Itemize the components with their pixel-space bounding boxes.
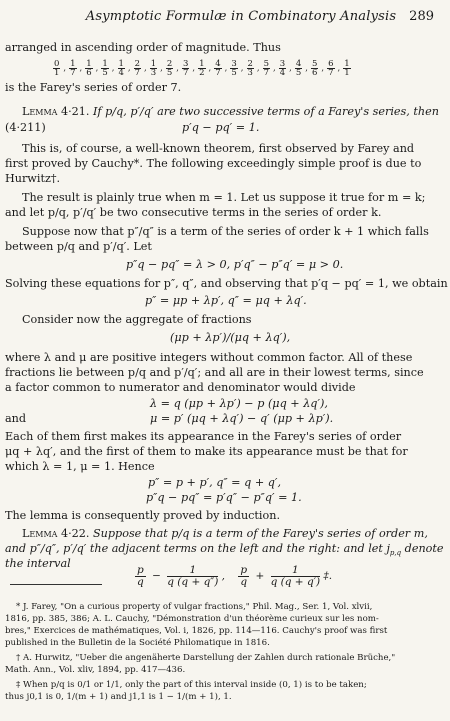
equation-aggregate: (μp + λp′)/(μq + λq′), — [170, 331, 291, 344]
farey-fraction — [247, 60, 254, 77]
equation-mu-divides: μ = p′ (μq + λq′) − q′ (μp + λp′). — [150, 412, 334, 425]
fraction-denominator: 3 — [247, 68, 253, 78]
footnote-3-line2: thus j0,1 is 0, 1/(m + 1) and j1,1 is 1 − 1/(m + 1), 1. — [5, 692, 232, 702]
para5: Consider now the aggregate of fractions — [22, 313, 252, 326]
para6-line3: a factor common to numerator and denominator would divide — [5, 381, 356, 394]
equation-solution: p″ = μp + λp′, q″ = μq + λq′. — [145, 294, 307, 307]
farey-fraction — [118, 60, 125, 77]
lemma-422-line3: the interval — [5, 557, 71, 570]
footnote-1-line4: published in the Bulletin de la Société Philomatique in 1816. — [5, 638, 270, 648]
fraction-numerator: 4 — [215, 59, 221, 69]
fraction-separator: , — [240, 63, 244, 74]
fraction-separator: , — [63, 63, 67, 74]
farey-fraction — [327, 60, 334, 77]
para7-line3: which λ = 1, μ = 1. Hence — [5, 460, 155, 473]
fraction-numerator: 3 — [183, 59, 189, 69]
lemma-421-number: (4·211) — [5, 121, 46, 134]
farey-fraction — [150, 60, 157, 77]
intro-line: arranged in ascending order of magnitude. Thus — [5, 41, 281, 54]
fraction-separator: , — [127, 63, 131, 74]
footnote-1-line1: * J. Farey, "On a curious property of vulgar fractions," Phil. Mag., Ser. 1, Vol. xlvii, — [16, 602, 373, 612]
comma: , — [221, 570, 226, 582]
minus-sign: − — [152, 570, 161, 582]
farey-fraction — [214, 60, 221, 77]
fraction-separator: , — [79, 63, 83, 74]
fraction-numerator: 1 — [70, 59, 76, 69]
lemma-421-text: If p/q, p′/q′ are two successive terms of a Farey's series, then — [93, 105, 439, 118]
para7-line1: Each of them first makes its appearance in the Farey's series of order — [5, 430, 402, 443]
fraction-numerator: 3 — [279, 59, 286, 69]
frac-p-over-q-2: $\frac{p}{q}$ — [240, 564, 248, 588]
footnote-2-line1: † A. Hurwitz, "Ueber die angenäherte Darstellung der Zahlen durch rationale Brüche," — [16, 653, 396, 663]
footnote-1-line3: bres," Exercices de mathématiques, Vol. i, 1826, pp. 114—116. Cauchy's proof was first — [5, 626, 388, 636]
fraction-denominator: 6 — [86, 68, 92, 78]
fraction-separator: , — [192, 63, 196, 74]
farey-fraction — [279, 60, 286, 77]
fraction-denominator: 5 — [231, 68, 237, 78]
farey-fraction — [101, 60, 108, 77]
fraction-numerator: 5 — [312, 59, 318, 69]
para3-line1: Suppose now that p″/q″ is a term of the series of order k + 1 which falls — [22, 225, 429, 238]
fraction-numerator: 3 — [231, 59, 237, 69]
interval-expression — [135, 565, 332, 588]
equation-4-211: p′q − pq′ = 1. — [182, 121, 260, 134]
footnote-rule — [10, 584, 102, 585]
lemma-422-text-2: and p″/q″, p′/q′ the adjacent terms on the left and the right: and let j — [5, 542, 390, 555]
para1-line1: This is, of course, a well-known theorem, first observed by Farey and — [22, 142, 415, 155]
fraction-denominator: 1 — [344, 68, 350, 78]
fraction-denominator: 2 — [199, 68, 205, 78]
fraction-separator: , — [95, 63, 99, 74]
fraction-separator: , — [256, 63, 260, 74]
fraction-denominator: 4 — [279, 68, 286, 78]
fraction-numerator: 1 — [344, 59, 350, 69]
plus-sign: + — [255, 570, 265, 582]
fraction-numerator: 1 — [86, 59, 92, 69]
fraction-numerator: 2 — [134, 59, 141, 69]
fraction-numerator: 1 — [150, 59, 157, 69]
farey-fraction — [263, 60, 270, 77]
fraction-separator: , — [111, 63, 115, 74]
lemma-422-text-2-end: denote — [401, 542, 444, 555]
fraction-separator: , — [305, 63, 308, 74]
footnote-3-line1: ‡ When p/q is 0/1 or 1/1, only the part of this interval inside (0, 1) is to be taken; — [16, 680, 367, 690]
para1-line2: first proved by Cauchy*. The following exceedingly simple proof is due to — [5, 157, 422, 170]
para2-line1: The result is plainly true when m = 1. Let us suppose it true for m = k; — [22, 191, 426, 204]
farey-fraction — [85, 60, 92, 77]
farey-fraction — [295, 60, 302, 77]
fraction-denominator: 7 — [70, 68, 76, 78]
para1-line3: Hurwitz†. — [5, 172, 61, 185]
fraction-denominator: 7 — [215, 68, 221, 78]
lemma-421-label: Lemma 4·21. — [22, 105, 90, 118]
fraction-numerator: 4 — [295, 59, 302, 69]
para7-line2: μq + λq′, and the first of them to make its appearance must be that for — [5, 445, 408, 458]
para6-line1: where λ and μ are positive integers without common factor. All of these — [5, 351, 413, 364]
fraction-denominator: 5 — [102, 68, 108, 78]
fraction-numerator: 2 — [166, 59, 173, 69]
footnote-mark: ‡. — [323, 570, 333, 582]
fraction-separator: , — [273, 63, 276, 74]
equation-lambda-divides: λ = q (μp + λp′) − p (μq + λq′), — [150, 397, 328, 410]
fraction-denominator: 5 — [295, 68, 302, 78]
farey-fraction — [343, 60, 350, 77]
farey-fraction — [53, 60, 60, 77]
fraction-denominator: 5 — [166, 68, 173, 78]
footnote-2-line2: Math. Ann., Vol. xliv, 1894, pp. 417—436. — [5, 665, 186, 675]
para8: The lemma is consequently proved by induction. — [5, 509, 281, 522]
fraction-separator: , — [144, 63, 147, 74]
fraction-numerator: 0 — [54, 59, 60, 69]
para6-line2: fractions lie between p/q and p′/q′; and all are in their lowest terms, since — [5, 366, 424, 379]
farey-fraction — [166, 60, 173, 77]
farey-fraction — [230, 60, 237, 77]
fraction-numerator: 1 — [118, 59, 124, 69]
farey-fraction — [182, 60, 189, 77]
lemma-422-label: Lemma 4·22. — [22, 527, 90, 540]
fraction-numerator: 1 — [102, 59, 108, 69]
lemma-421-statement — [22, 104, 445, 119]
fraction-separator: , — [321, 63, 325, 74]
fraction-numerator: 1 — [199, 59, 205, 69]
farey-fraction — [198, 60, 205, 77]
fraction-separator: , — [289, 63, 292, 74]
fraction-separator: , — [208, 63, 212, 74]
farey-fraction — [134, 60, 141, 77]
fraction-denominator: 7 — [134, 68, 141, 78]
fraction-numerator: 6 — [328, 59, 334, 69]
fraction-denominator: 4 — [118, 68, 124, 78]
equation-lambda-mu: p″q − pq″ = λ > 0, p′q″ − p″q′ = μ > 0. — [126, 258, 344, 271]
fraction-denominator: 7 — [183, 68, 189, 78]
fraction-separator: , — [160, 63, 163, 74]
fraction-numerator: 2 — [247, 59, 253, 69]
fraction-denominator: 7 — [328, 68, 334, 78]
running-header: Asymptotic Formulæ in Combinatory Analysis — [85, 9, 397, 24]
lemma-422-text-1: Suppose that p/q is a term of the Farey's series of order m, — [93, 527, 428, 540]
lemma-422-subscript: p,q — [389, 549, 402, 558]
page-number: 289 — [409, 9, 434, 24]
farey-fraction — [311, 60, 318, 77]
farey-series-order-7 — [50, 60, 440, 77]
frac-right-width: $\frac{1}{q (q + q')}$ — [270, 564, 321, 588]
frac-p-over-q: $\frac{p}{q}$ — [137, 564, 144, 588]
fraction-denominator: 3 — [150, 68, 157, 78]
lemma-422-line1 — [22, 526, 445, 541]
fraction-separator: , — [224, 63, 228, 74]
and-word: and — [5, 412, 27, 425]
fraction-separator: , — [176, 63, 179, 74]
para3-line2: between p/q and p′/q′. Let — [5, 240, 152, 253]
fraction-denominator: 6 — [312, 68, 318, 78]
fraction-denominator: 1 — [54, 68, 60, 78]
frac-left-width: $\frac{1}{q (q + q'')}$ — [167, 564, 219, 588]
equation-hence-1: p″ = p + p′, q″ = q + q′, — [148, 476, 282, 489]
fraction-denominator: 7 — [263, 68, 270, 78]
equation-hence-2: p″q − pq″ = p′q″ − p″q′ = 1. — [146, 491, 302, 504]
footnote-1-line2: 1816, pp. 385, 386; A. L. Cauchy, "Démonstration d'un théorème curieux sur les nom- — [5, 614, 379, 624]
para2-line2: and let p/q, p′/q′ be two consecutive terms in the series of order k. — [5, 206, 382, 219]
fraction-numerator: 5 — [263, 59, 270, 69]
fraction-separator: , — [337, 63, 341, 74]
farey-fraction — [69, 60, 76, 77]
farey-caption: is the Farey's series of order 7. — [5, 81, 182, 94]
para4: Solving these equations for p″, q″, and observing that p′q − pq′ = 1, we obtain — [5, 277, 448, 290]
